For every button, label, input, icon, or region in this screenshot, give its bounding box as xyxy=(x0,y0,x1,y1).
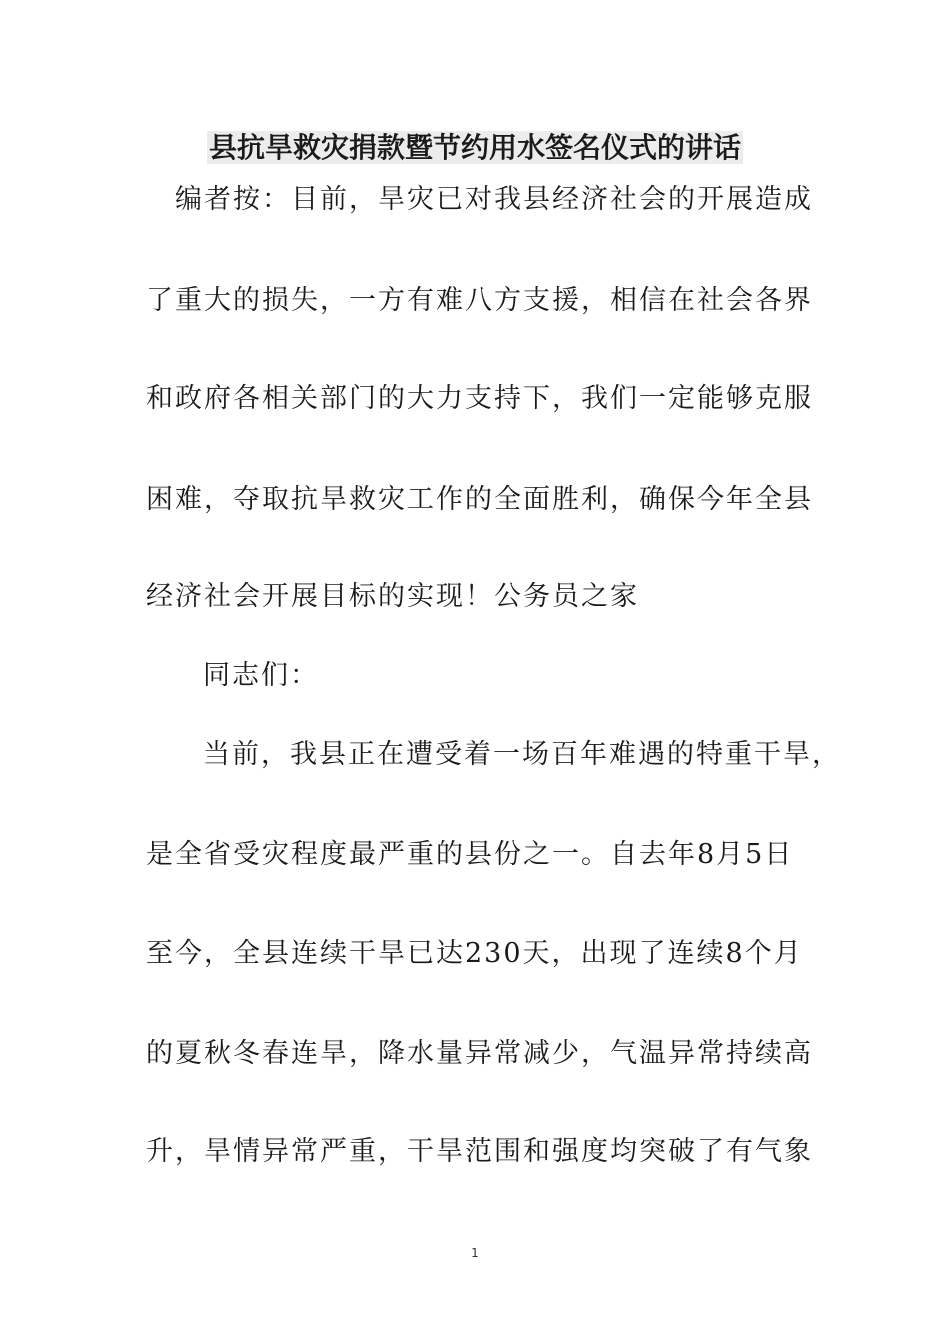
body-line-3: 至今，全县连续干旱已达230天，出现了连续8个月 xyxy=(146,938,803,969)
document-title xyxy=(0,128,950,168)
page-number: 1 xyxy=(471,1246,479,1260)
salutation: 同志们： xyxy=(203,660,319,691)
body-line-1: 当前，我县正在遭受着一场百年难遇的特重干旱， xyxy=(203,739,841,770)
document-title-text: 县抗旱救灾捐款暨节约用水签名仪式的讲话 xyxy=(208,131,741,164)
body-line-4: 的夏秋冬春连旱，降水量异常减少，气温异常持续高 xyxy=(146,1038,813,1069)
editor-note-line-2: 了重大的损失，一方有难八方支援，相信在社会各界 xyxy=(146,285,813,316)
editor-note-line-4: 困难，夺取抗旱救灾工作的全面胜利，确保今年全县 xyxy=(146,484,813,515)
body-line-2: 是全省受灾程度最严重的县份之一。自去年8月5日 xyxy=(146,839,794,870)
editor-note-line-1: 编者按：目前，旱灾已对我县经济社会的开展造成 xyxy=(175,184,813,215)
editor-note-line-5: 经济社会开展目标的实现！公务员之家 xyxy=(146,581,639,612)
body-line-5: 升，旱情异常严重，干旱范围和强度均突破了有气象 xyxy=(146,1136,813,1167)
editor-note-line-3: 和政府各相关部门的大力支持下，我们一定能够克服 xyxy=(146,383,813,414)
